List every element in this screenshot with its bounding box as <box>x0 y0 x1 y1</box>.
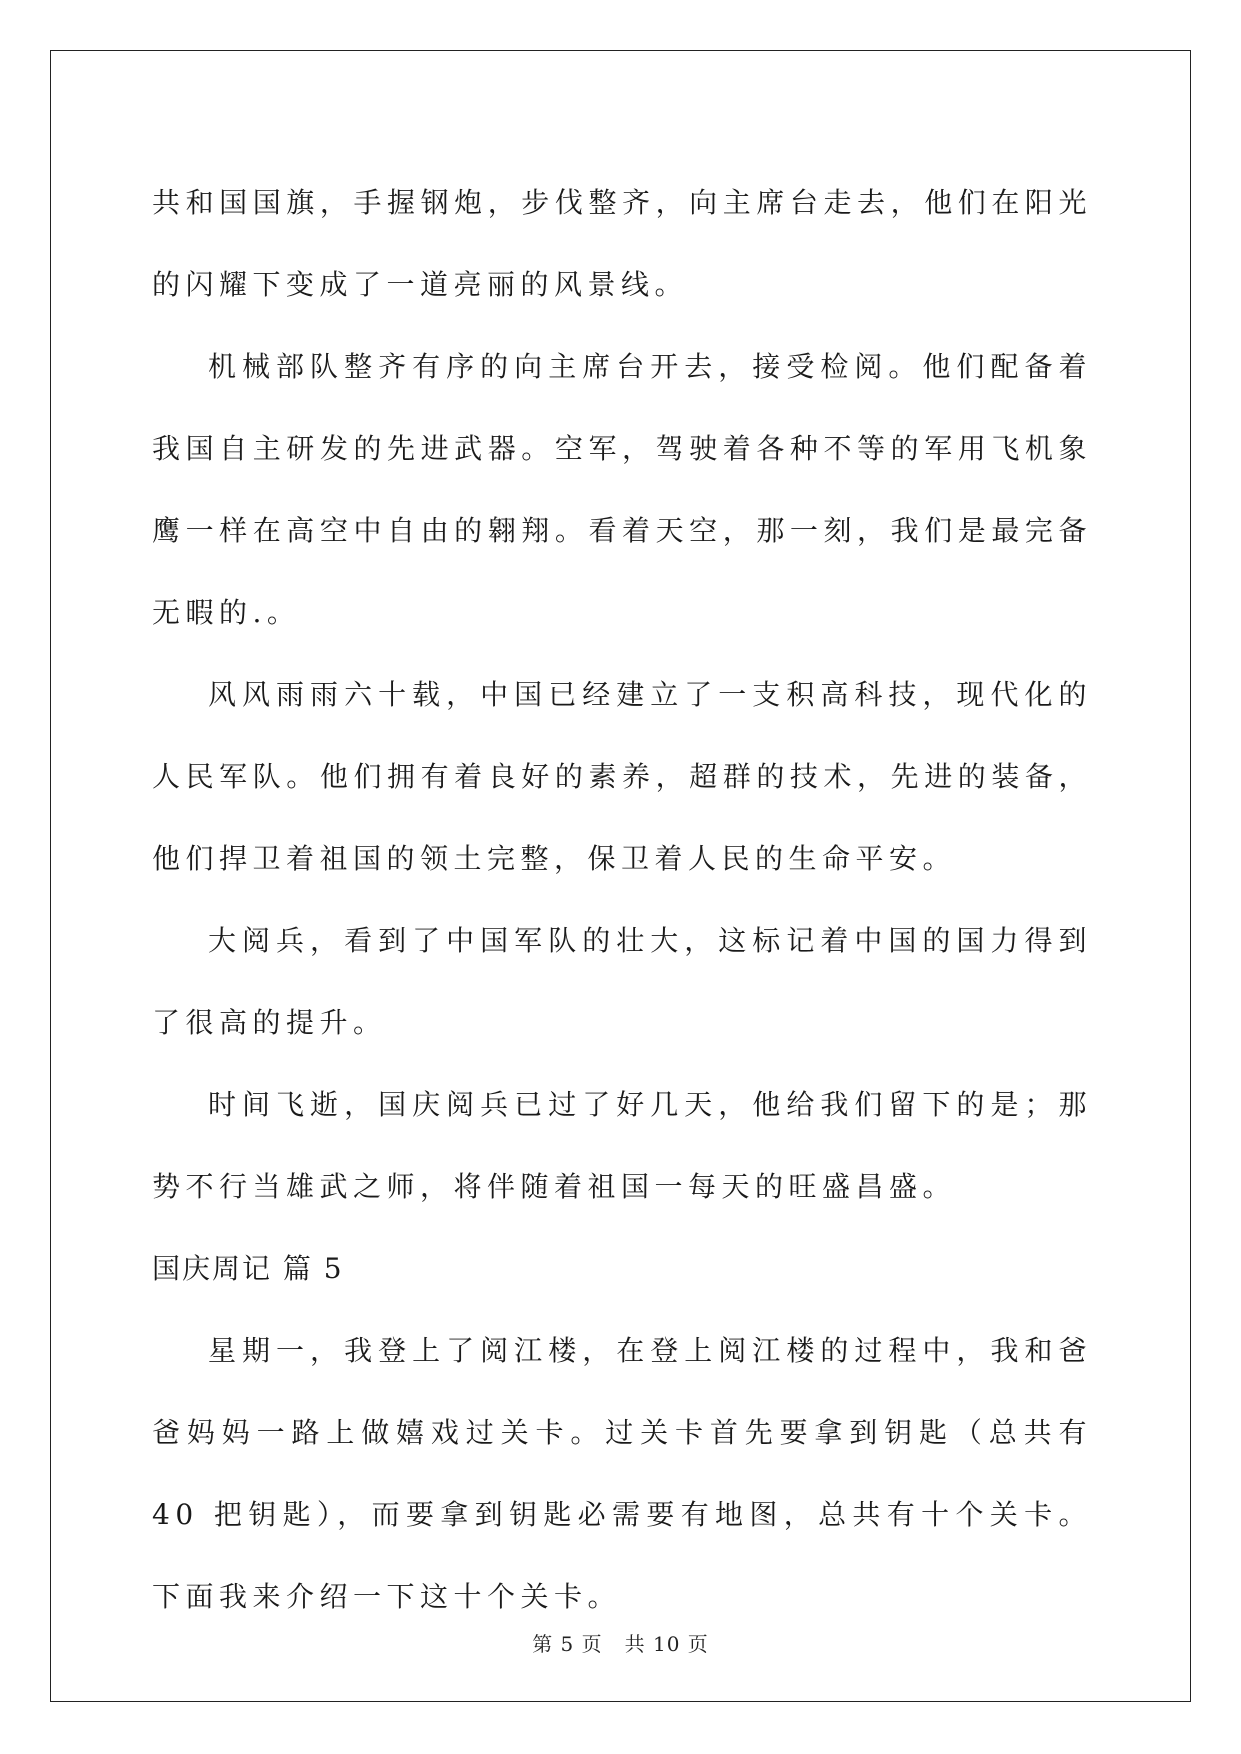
paragraph-mechanized-troops: 机械部队整齐有序的向主席台开去，接受检阅。他们配备着我国自主研发的先进武器。空军，驾驶着各种不等的军用飞机象鹰一样在高空中自由的翱翔。看着天空，那一刻，我们是最完备无暇的.。 <box>152 350 1092 629</box>
total-pages: 共 10 页 <box>624 1632 709 1656</box>
section-heading: 国庆周记 篇 5 <box>152 1252 344 1285</box>
paragraph-sixty-years: 风风雨雨六十载，中国已经建立了一支积高科技，现代化的人民军队。他们拥有着良好的素养，超群的技术，先进的装备，他们捍卫着祖国的领土完整，保卫着人民的生命平安。 <box>152 678 1092 875</box>
paragraph-continued: 共和国国旗，手握钢炮，步伐整齐，向主席台走去，他们在阳光的闪耀下变成了一道亮丽的风景线。 <box>152 186 1092 301</box>
paragraph-grand-parade: 大阅兵，看到了中国军队的壮大，这标记着中国的国力得到了很高的提升。 <box>152 924 1092 1039</box>
current-page-number: 第 5 页 <box>532 1632 603 1656</box>
paragraph-monday: 星期一，我登上了阅江楼，在登上阅江楼的过程中，我和爸爸妈妈一路上做嬉戏过关卡。过关卡首先要拿到钥匙（总共有 40 把钥匙），而要拿到钥匙必需要有地图，总共有十个关卡。下面我来介绍一下这十个关卡。 <box>152 1334 1092 1613</box>
document-body <box>152 162 1092 1638</box>
paragraph-time-flies: 时间飞逝，国庆阅兵已过了好几天，他给我们留下的是；那势不行当雄武之师，将伴随着祖国一每天的旺盛昌盛。 <box>152 1088 1092 1203</box>
page-footer <box>0 1628 1241 1657</box>
